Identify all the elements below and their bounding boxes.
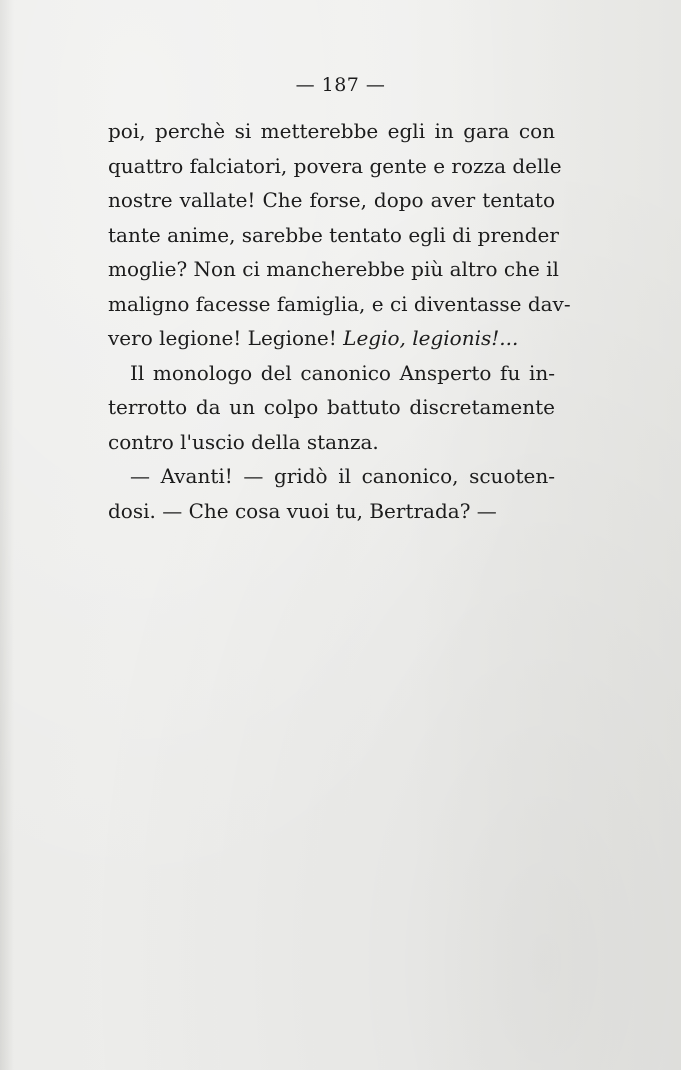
- paragraph-3: [108, 459, 555, 528]
- text-line: poi, perchè si metterebbe egli in gara con: [108, 119, 555, 143]
- text-line: tante anime, sarebbe tentato egli di prender: [108, 222, 559, 247]
- body-text: [108, 114, 571, 528]
- latin-phrase: Legio, legionis!...: [343, 326, 519, 350]
- text-line: Il monologo del canonico Ansperto fu in-: [130, 360, 555, 385]
- text-segment: vero legione! Legione!: [108, 326, 344, 350]
- text-line: [108, 321, 555, 356]
- text-line: contro l'uscio della stanza.: [108, 429, 379, 454]
- text-line: terrotto da un colpo battuto discretamente: [108, 395, 555, 419]
- text-line: maligno facesse famiglia, e ci diventasse dav-: [108, 291, 571, 316]
- page-number: — 187 —: [295, 74, 386, 96]
- paragraph-2: [108, 356, 555, 460]
- text-line: nostre vallate! Che forse, dopo aver tentato: [108, 188, 555, 212]
- text-line: quattro falciatori, povera gente e rozza delle: [108, 153, 562, 178]
- text-line: — Avanti! — gridò il canonico, scuoten-: [130, 464, 555, 488]
- paragraph-1: [108, 114, 571, 356]
- text-line: dosi. — Che cosa vuoi tu, Bertrada? —: [108, 498, 497, 523]
- text-line: moglie? Non ci mancherebbe più altro che il: [108, 257, 559, 281]
